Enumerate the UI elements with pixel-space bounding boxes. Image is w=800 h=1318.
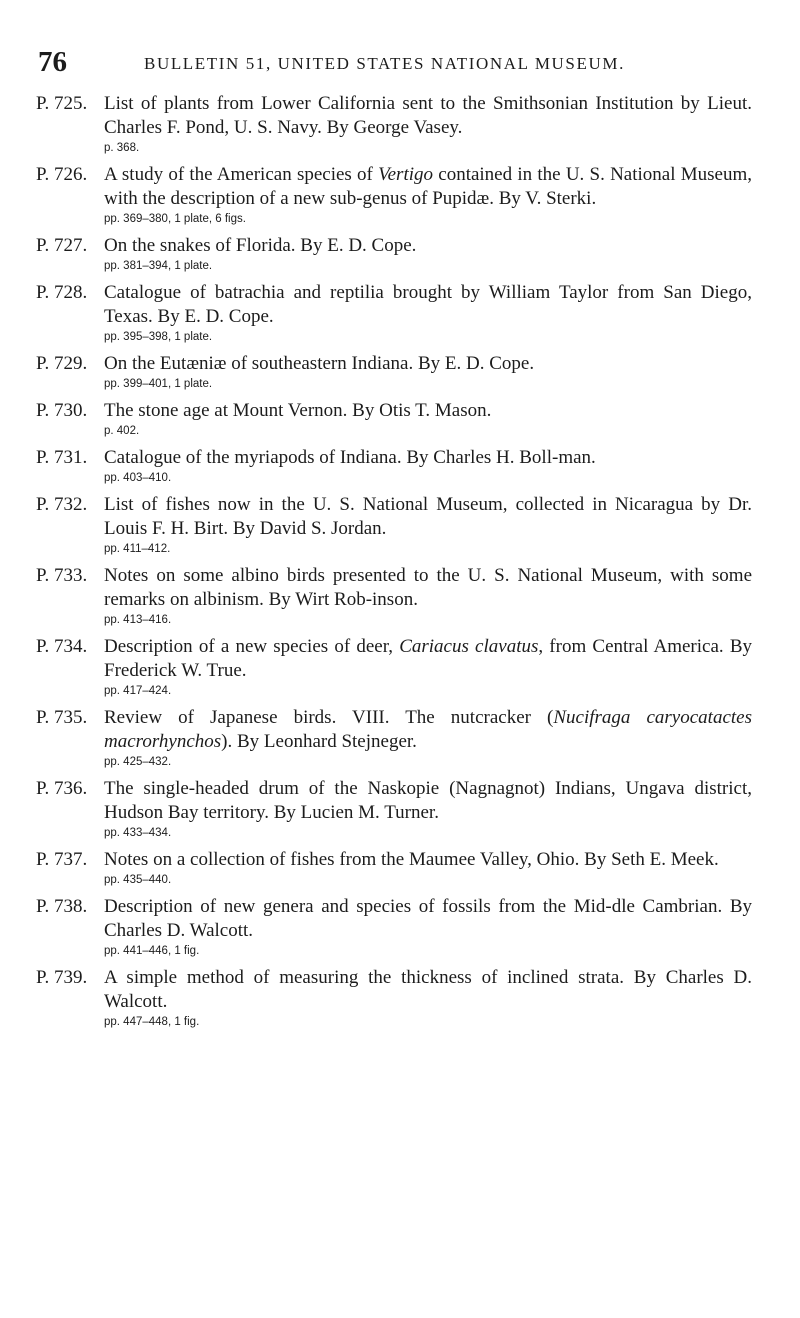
- entry-pages: pp. 403–410.: [104, 472, 172, 484]
- title-text: ). By Leonhard Stejneger.: [221, 731, 417, 752]
- entry-number: P. 736.: [36, 778, 88, 799]
- italic-taxon-name: Nucifraga caryocatactes macrorhynchos: [104, 707, 752, 752]
- title-text: Description of new genera and species of fossils from the Mid-dle Cambrian. By Charles D. Walcott.: [104, 896, 752, 941]
- entry-number: P. 725.: [36, 93, 88, 114]
- entry: [0, 706, 800, 769]
- entry-title: [104, 493, 752, 541]
- entry: [0, 163, 800, 226]
- entry-list: [0, 92, 800, 1037]
- italic-taxon-name: Vertigo: [378, 164, 434, 185]
- entry-body: [104, 446, 752, 485]
- entry-number: P. 738.: [36, 896, 88, 917]
- entry-body: [104, 352, 752, 391]
- title-text: On the snakes of Florida. By E. D. Cope.: [104, 235, 417, 256]
- entry-body: [104, 564, 752, 627]
- entry-pages: p. 368.: [104, 142, 140, 154]
- entry-title: [104, 352, 752, 376]
- title-text: A simple method of measuring the thickness of inclined strata. By Charles D. Walcott.: [104, 967, 752, 1012]
- entry-title: [104, 281, 752, 329]
- title-text: The single-headed drum of the Naskopie (Nagnagnot) Indians, Ungava district, Hudson Bay territory. By Lucien M. Turner.: [104, 778, 752, 823]
- entry-number: P. 735.: [36, 707, 88, 728]
- entry-number: P. 737.: [36, 849, 88, 870]
- entry-body: [104, 777, 752, 840]
- entry-title: [104, 92, 752, 140]
- title-text: , from Central America. By Frederick W. True.: [104, 636, 752, 681]
- entry: [0, 92, 800, 155]
- entry-pages: pp. 411–412.: [104, 543, 171, 555]
- entry-title: [104, 895, 752, 943]
- entry-pages: pp. 435–440.: [104, 874, 172, 886]
- title-text: contained in the U. S. National Museum, with the description of a new sub-genus of Pupidæ. By V. Sterki.: [104, 164, 753, 209]
- title-text: Notes on some albino birds presented to the U. S. National Museum, with some remarks on albinism. By Wirt Rob-inson.: [104, 565, 752, 610]
- entry-number: P. 729.: [36, 353, 88, 374]
- page-number: 76: [38, 46, 67, 78]
- entry-body: [104, 635, 752, 698]
- entry-number: P. 730.: [36, 400, 88, 421]
- entry-body: [104, 281, 752, 344]
- entry-pages: pp. 447–448, 1 fig.: [104, 1016, 200, 1028]
- entry-pages: pp. 395–398, 1 plate.: [104, 331, 213, 343]
- title-text: On the Eutæniæ of southeastern Indiana. By E. D. Cope.: [104, 353, 535, 374]
- entry-title: [104, 848, 752, 872]
- entry: [0, 446, 800, 485]
- entry-number: P. 727.: [36, 235, 88, 256]
- entry-title: [104, 635, 752, 683]
- entry: [0, 234, 800, 273]
- entry-body: [104, 966, 752, 1029]
- entry-title: [104, 399, 752, 423]
- title-text: Notes on a collection of fishes from the Maumee Valley, Ohio. By Seth E. Meek.: [104, 849, 719, 870]
- entry-title: [104, 446, 752, 470]
- entry-number: P. 732.: [36, 494, 88, 515]
- entry-body: [104, 163, 752, 226]
- title-text: A study of the American species of: [104, 164, 379, 185]
- entry: [0, 966, 800, 1029]
- entry-number: P. 726.: [36, 164, 88, 185]
- entry-title: [104, 234, 752, 258]
- title-text: Description of a new species of deer,: [104, 636, 400, 657]
- entry-body: [104, 493, 752, 556]
- entry-title: [104, 163, 752, 211]
- entry-body: [104, 399, 752, 438]
- entry-number: P. 739.: [36, 967, 88, 988]
- entry: [0, 777, 800, 840]
- entry-pages: pp. 441–446, 1 fig.: [104, 945, 200, 957]
- entry-number: P. 731.: [36, 447, 88, 468]
- entry: [0, 848, 800, 887]
- entry: [0, 895, 800, 958]
- entry: [0, 352, 800, 391]
- entry-pages: pp. 425–432.: [104, 756, 172, 768]
- entry-pages: p. 402.: [104, 425, 140, 437]
- entry-number: P. 733.: [36, 565, 88, 586]
- running-title: BULLETIN 51, UNITED STATES NATIONAL MUSEUM.: [144, 54, 625, 73]
- entry-title: [104, 706, 752, 754]
- title-text: Catalogue of the myriapods of Indiana. By Charles H. Boll-man.: [104, 447, 596, 468]
- entry-body: [104, 895, 752, 958]
- entry-body: [104, 706, 752, 769]
- title-text: The stone age at Mount Vernon. By Otis T. Mason.: [104, 400, 492, 421]
- title-text: Catalogue of batrachia and reptilia brought by William Taylor from San Diego, Texas. By E. D. Cope.: [104, 282, 752, 327]
- entry-title: [104, 564, 752, 612]
- title-text: List of plants from Lower California sent to the Smithsonian Institution by Lieut. Charles F. Pond, U. S. Navy. By George Vasey.: [104, 93, 752, 138]
- entry-title: [104, 966, 752, 1014]
- entry-number: P. 728.: [36, 282, 88, 303]
- entry-pages: pp. 369–380, 1 plate, 6 figs.: [104, 213, 246, 225]
- entry-pages: pp. 433–434.: [104, 827, 172, 839]
- entry-number: P. 734.: [36, 636, 88, 657]
- entry-pages: pp. 399–401, 1 plate.: [104, 378, 213, 390]
- entry: [0, 281, 800, 344]
- page-header: [38, 48, 770, 88]
- title-text: Review of Japanese birds. VIII. The nutcracker (: [104, 707, 554, 728]
- entry: [0, 493, 800, 556]
- entry-body: [104, 234, 752, 273]
- entry-title: [104, 777, 752, 825]
- entry-body: [104, 848, 752, 887]
- title-text: List of fishes now in the U. S. National Museum, collected in Nicaragua by Dr. Louis F. H. Birt. By David S. Jordan.: [104, 494, 752, 539]
- entry-pages: pp. 381–394, 1 plate.: [104, 260, 213, 272]
- entry: [0, 635, 800, 698]
- entry: [0, 564, 800, 627]
- italic-taxon-name: Cariacus clavatus: [399, 636, 539, 657]
- entry: [0, 399, 800, 438]
- entry-pages: pp. 413–416.: [104, 614, 172, 626]
- entry-pages: pp. 417–424.: [104, 685, 172, 697]
- entry-body: [104, 92, 752, 155]
